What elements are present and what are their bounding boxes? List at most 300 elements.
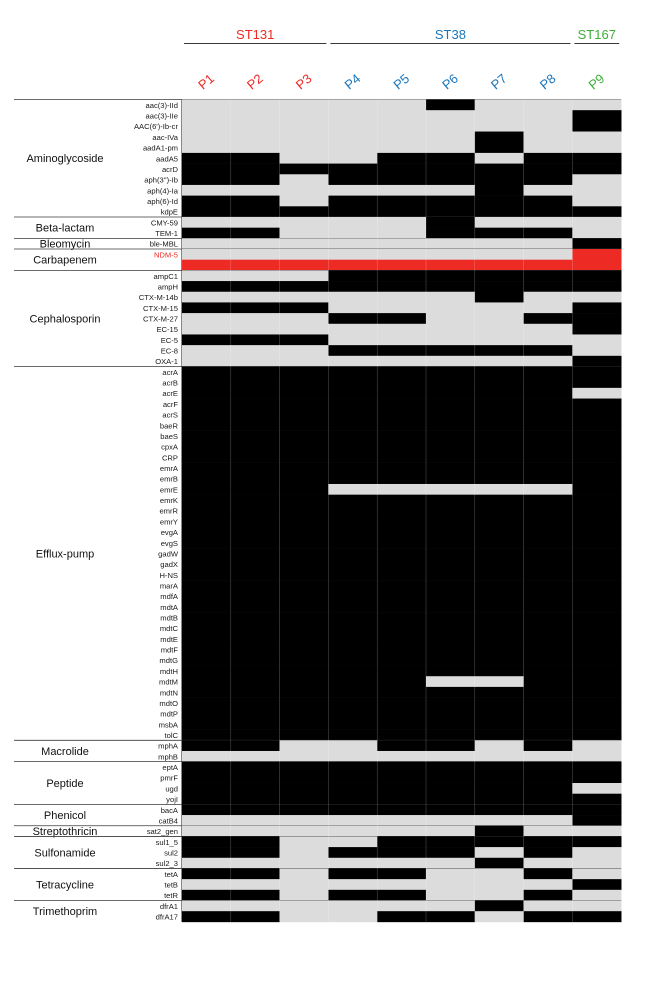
heatmap-cell: [426, 292, 475, 303]
heatmap-cell: [231, 313, 280, 324]
heatmap-cell: [426, 666, 475, 677]
heatmap-cell: [328, 655, 377, 666]
heatmap-cell: [280, 612, 329, 623]
heatmap-cell: [475, 452, 524, 463]
heatmap-cell: [182, 666, 231, 677]
heatmap-cell: [328, 516, 377, 527]
heatmap-cell: [231, 334, 280, 345]
heatmap-cell: [182, 260, 231, 271]
heatmap-cell: [231, 612, 280, 623]
heatmap-cell: [231, 559, 280, 570]
heatmap-cell: [426, 868, 475, 879]
heatmap-cell: [524, 420, 573, 431]
heatmap-cell: [377, 324, 426, 335]
heatmap-cell: [524, 612, 573, 623]
heatmap-cell: [475, 431, 524, 442]
heatmap-cell: [280, 452, 329, 463]
heatmap-cell: [475, 484, 524, 495]
heatmap-cell: [426, 409, 475, 420]
heatmap-cell: [231, 687, 280, 698]
heatmap-cell: [426, 772, 475, 783]
heatmap-cell: [231, 121, 280, 132]
heatmap-cell: [231, 505, 280, 516]
heatmap-cell: [280, 431, 329, 442]
heatmap-cell: [231, 249, 280, 260]
heatmap-cell: [280, 698, 329, 709]
heatmap-cell: [231, 420, 280, 431]
heatmap-cell: [572, 356, 621, 367]
category-label: Tetracycline: [35, 879, 95, 892]
heatmap-cell: [328, 196, 377, 207]
heatmap-cell: [426, 644, 475, 655]
gene-label: acrF: [162, 399, 178, 409]
gene-label: ampH: [157, 282, 178, 292]
heatmap-cell: [182, 708, 231, 719]
heatmap-cell: [524, 751, 573, 762]
heatmap-cell: [377, 847, 426, 858]
heatmap-cell: [377, 153, 426, 164]
heatmap-cell: [377, 142, 426, 153]
heatmap-cell: [377, 762, 426, 773]
heatmap-cell: [280, 142, 329, 153]
heatmap-cell: [377, 783, 426, 794]
heatmap-cell: [572, 836, 621, 847]
heatmap-cell: [426, 196, 475, 207]
heatmap-cell: [524, 559, 573, 570]
heatmap-cell: [475, 836, 524, 847]
heatmap-cell: [328, 548, 377, 559]
heatmap-cell: [572, 612, 621, 623]
heatmap-cell: [182, 153, 231, 164]
heatmap-cell: [280, 804, 329, 815]
heatmap-cell: [280, 666, 329, 677]
heatmap-cell: [524, 719, 573, 730]
heatmap-cell: [280, 601, 329, 612]
heatmap-cell: [182, 121, 231, 132]
heatmap-cell: [328, 505, 377, 516]
heatmap-cell: [475, 302, 524, 313]
heatmap-cell: [426, 719, 475, 730]
heatmap-cell: [280, 356, 329, 367]
heatmap-cell: [572, 505, 621, 516]
heatmap-cell: [182, 292, 231, 303]
gene-label: evgA: [160, 528, 178, 538]
heatmap-cell: [426, 185, 475, 196]
heatmap-cell: [328, 858, 377, 869]
heatmap-cell: [328, 762, 377, 773]
heatmap-cell: [475, 132, 524, 143]
heatmap-cell: [572, 260, 621, 271]
heatmap-cell: [524, 666, 573, 677]
heatmap-cell: [280, 591, 329, 602]
heatmap-cell: [426, 591, 475, 602]
heatmap-cell: [572, 730, 621, 741]
heatmap-cell: [426, 708, 475, 719]
heatmap-cell: [572, 591, 621, 602]
heatmap-cell: [328, 537, 377, 548]
category-label: Carbapenem: [33, 254, 97, 267]
heatmap-cell: [280, 772, 329, 783]
column-label: P7: [487, 70, 510, 93]
heatmap-cell: [524, 388, 573, 399]
heatmap-cell: [377, 836, 426, 847]
heatmap-cell: [524, 324, 573, 335]
heatmap-cell: [426, 890, 475, 901]
gene-label: ble-MBL: [149, 239, 178, 249]
heatmap-cell: [182, 196, 231, 207]
heatmap-cell: [280, 260, 329, 271]
heatmap-cell: [182, 634, 231, 645]
heatmap-cell: [524, 911, 573, 922]
heatmap-cell: [328, 281, 377, 292]
heatmap-cell: [182, 324, 231, 335]
heatmap-cell: [377, 334, 426, 345]
gene-label: acrD: [161, 164, 178, 174]
heatmap-cell: [182, 516, 231, 527]
heatmap-cell: [328, 612, 377, 623]
heatmap-cell: [475, 751, 524, 762]
heatmap-cell: [328, 804, 377, 815]
heatmap-cell: [524, 367, 573, 378]
heatmap-cell: [426, 601, 475, 612]
heatmap-cell: [524, 879, 573, 890]
heatmap-cell: [426, 121, 475, 132]
heatmap-cell: [280, 292, 329, 303]
heatmap-cell: [280, 217, 329, 228]
heatmap-cell: [377, 719, 426, 730]
heatmap-cell: [182, 644, 231, 655]
heatmap-cell: [377, 740, 426, 751]
heatmap-cell: [328, 687, 377, 698]
heatmap-cell: [328, 121, 377, 132]
heatmap-cell: [426, 100, 475, 111]
heatmap-cell: [572, 537, 621, 548]
heatmap-cell: [280, 174, 329, 185]
heatmap-cell: [328, 324, 377, 335]
gene-label: emrA: [159, 464, 178, 473]
heatmap-cell: [475, 420, 524, 431]
heatmap-cell: [182, 388, 231, 399]
gene-label: emrK: [159, 496, 178, 506]
heatmap-cell: [328, 431, 377, 442]
gene-label: CMY-59: [150, 218, 178, 228]
gene-label: H-NS: [159, 570, 178, 580]
heatmap-cell: [182, 409, 231, 420]
heatmap-cell: [524, 762, 573, 773]
heatmap-cell: [426, 655, 475, 666]
heatmap-cell: [328, 132, 377, 143]
heatmap-cell: [231, 142, 280, 153]
heatmap-cell: [280, 836, 329, 847]
gene-label: catB4: [158, 816, 178, 826]
category-label: Beta-lactam: [35, 222, 95, 235]
heatmap-cell: [377, 505, 426, 516]
heatmap-cell: [182, 142, 231, 153]
heatmap-cell: [377, 260, 426, 271]
heatmap-cell: [426, 495, 475, 506]
heatmap-cell: [524, 623, 573, 634]
heatmap-cell: [475, 388, 524, 399]
heatmap-cell: [182, 334, 231, 345]
heatmap-cell: [377, 698, 426, 709]
heatmap-cell: [231, 698, 280, 709]
heatmap-cell: [572, 804, 621, 815]
heatmap-cell: [475, 356, 524, 367]
heatmap-cell: [377, 174, 426, 185]
heatmap-cell: [524, 292, 573, 303]
gene-label: aph(4)-Ia: [147, 186, 178, 196]
heatmap-cell: [572, 313, 621, 324]
heatmap-cell: [377, 580, 426, 591]
heatmap-cell: [231, 890, 280, 901]
heatmap-cell: [280, 527, 329, 538]
heatmap-cell: [524, 334, 573, 345]
heatmap-cell: [328, 634, 377, 645]
heatmap-cell: [475, 228, 524, 239]
heatmap-cell: [426, 345, 475, 356]
heatmap-cell: [280, 815, 329, 826]
heatmap-cell: [426, 548, 475, 559]
heatmap-cell: [377, 217, 426, 228]
heatmap-cell: [524, 537, 573, 548]
heatmap-cell: [572, 655, 621, 666]
gene-label: acrS: [162, 410, 178, 420]
gene-label: cpxA: [161, 442, 178, 452]
heatmap-cell: [426, 356, 475, 367]
gene-label: mphB: [158, 752, 178, 762]
heatmap-cell: [280, 537, 329, 548]
heatmap-cell: [280, 334, 329, 345]
heatmap-cell: [426, 634, 475, 645]
heatmap-cell: [377, 591, 426, 602]
heatmap-cell: [231, 100, 280, 111]
gene-label: EC-15: [156, 325, 178, 335]
heatmap-cell: [328, 100, 377, 111]
heatmap-cell: [475, 740, 524, 751]
heatmap-cell: [328, 185, 377, 196]
sequence-type-label: ST167: [577, 27, 616, 42]
heatmap-cell: [524, 708, 573, 719]
heatmap-cell: [182, 505, 231, 516]
heatmap-cell: [524, 634, 573, 645]
heatmap-cell: [280, 901, 329, 912]
heatmap-cell: [328, 644, 377, 655]
heatmap-cell: [572, 676, 621, 687]
heatmap-cell: [572, 548, 621, 559]
heatmap-cell: [475, 901, 524, 912]
category-label: Aminoglycoside: [26, 153, 104, 166]
heatmap-cell: [280, 868, 329, 879]
heatmap-cell: [377, 911, 426, 922]
heatmap-cell: [231, 634, 280, 645]
heatmap-cell: [328, 772, 377, 783]
heatmap-cell: [182, 580, 231, 591]
heatmap-cell: [475, 890, 524, 901]
heatmap-cell: [572, 377, 621, 388]
heatmap-cell: [475, 377, 524, 388]
heatmap-cell: [524, 206, 573, 217]
heatmap-cell: [572, 601, 621, 612]
heatmap-cell: [328, 142, 377, 153]
category-label: Cephalosporin: [29, 313, 101, 326]
heatmap-cell: [231, 740, 280, 751]
heatmap-cell: [572, 495, 621, 506]
heatmap-cell: [426, 164, 475, 175]
gene-label: sul2: [164, 848, 178, 858]
heatmap-cell: [182, 836, 231, 847]
heatmap-cell: [231, 666, 280, 677]
heatmap-cell: [280, 730, 329, 741]
heatmap-cell: [572, 559, 621, 570]
heatmap-cell: [328, 890, 377, 901]
column-label: P8: [536, 70, 559, 93]
heatmap-cell: [231, 484, 280, 495]
heatmap-cell: [524, 463, 573, 474]
heatmap-cell: [475, 666, 524, 677]
heatmap-cell: [280, 238, 329, 249]
heatmap-cell: [572, 879, 621, 890]
heatmap-cell: [328, 847, 377, 858]
heatmap-cell: [426, 142, 475, 153]
heatmap-cell: [524, 142, 573, 153]
heatmap-cell: [524, 783, 573, 794]
heatmap-cell: [231, 762, 280, 773]
heatmap-cell: [475, 879, 524, 890]
heatmap-cell: [524, 495, 573, 506]
heatmap-cell: [572, 666, 621, 677]
heatmap-cell: [426, 324, 475, 335]
heatmap-cell: [280, 399, 329, 410]
heatmap-cell: [426, 110, 475, 121]
heatmap-cell: [182, 537, 231, 548]
heatmap-cell: [524, 473, 573, 484]
heatmap-cell: [572, 196, 621, 207]
heatmap-cell: [524, 730, 573, 741]
heatmap-cell: [426, 847, 475, 858]
heatmap-cell: [426, 762, 475, 773]
heatmap-cell: [182, 527, 231, 538]
heatmap-cell: [524, 164, 573, 175]
heatmap-cell: [377, 302, 426, 313]
heatmap-cell: [328, 153, 377, 164]
heatmap-cell: [426, 441, 475, 452]
heatmap-cell: [231, 206, 280, 217]
heatmap-cell: [182, 420, 231, 431]
heatmap-cell: [328, 441, 377, 452]
gene-label: pmrF: [160, 773, 178, 783]
heatmap-cell: [328, 206, 377, 217]
gene-label: AAC(6')-Ib-cr: [133, 122, 178, 132]
heatmap-cell: [328, 601, 377, 612]
heatmap-cell: [426, 281, 475, 292]
heatmap-cell: [475, 238, 524, 249]
heatmap-cell: [572, 580, 621, 591]
heatmap-cell: [377, 292, 426, 303]
gene-label: acrB: [162, 378, 178, 388]
heatmap-cell: [475, 794, 524, 805]
heatmap-cell: [475, 548, 524, 559]
column-label: P9: [585, 70, 608, 93]
heatmap-cell: [572, 868, 621, 879]
heatmap-cell: [475, 441, 524, 452]
heatmap-cell: [280, 495, 329, 506]
heatmap-cell: [328, 399, 377, 410]
gene-label: kdpE: [160, 207, 178, 217]
heatmap-cell: [377, 890, 426, 901]
heatmap-cell: [377, 634, 426, 645]
heatmap-cell: [182, 217, 231, 228]
heatmap-cell: [328, 794, 377, 805]
heatmap-cell: [328, 666, 377, 677]
heatmap-cell: [280, 367, 329, 378]
heatmap-cell: [231, 719, 280, 730]
heatmap-cell: [280, 858, 329, 869]
heatmap-cell: [426, 687, 475, 698]
gene-label: CRP: [161, 453, 178, 463]
heatmap-cell: [475, 409, 524, 420]
heatmap-cell: [475, 537, 524, 548]
heatmap-cell: [231, 452, 280, 463]
heatmap-cell: [475, 826, 524, 837]
heatmap-cell: [280, 473, 329, 484]
heatmap-cell: [377, 249, 426, 260]
heatmap-cell: [524, 399, 573, 410]
heatmap-cell: [524, 676, 573, 687]
heatmap-cell: [572, 431, 621, 442]
gene-label: ampC1: [153, 271, 178, 281]
heatmap-cell: [182, 591, 231, 602]
heatmap-cell: [475, 217, 524, 228]
heatmap-cell: [280, 783, 329, 794]
sequence-type-label: ST131: [236, 27, 275, 42]
heatmap-cell: [377, 121, 426, 132]
heatmap-cell: [572, 100, 621, 111]
heatmap-cell: [280, 911, 329, 922]
heatmap-cell: [328, 388, 377, 399]
heatmap-cell: [328, 463, 377, 474]
heatmap-cell: [426, 783, 475, 794]
heatmap-cell: [280, 569, 329, 580]
heatmap-cell: [524, 110, 573, 121]
category-label: Phenicol: [43, 810, 87, 823]
heatmap-cell: [231, 836, 280, 847]
column-label: P2: [243, 70, 266, 93]
heatmap-cell: [182, 132, 231, 143]
gene-label: marA: [159, 581, 178, 591]
heatmap-cell: [280, 324, 329, 335]
heatmap-cell: [475, 121, 524, 132]
heatmap-cell: [231, 409, 280, 420]
heatmap-cell: [377, 537, 426, 548]
heatmap-cell: [572, 367, 621, 378]
heatmap-cell: [182, 238, 231, 249]
heatmap-cell: [377, 463, 426, 474]
heatmap-cell: [231, 302, 280, 313]
heatmap-cell: [572, 345, 621, 356]
heatmap-cell: [426, 623, 475, 634]
gene-label: ugd: [165, 784, 178, 794]
heatmap-cell: [524, 281, 573, 292]
heatmap-cell: [475, 516, 524, 527]
heatmap-cell: [328, 313, 377, 324]
heatmap-cell: [426, 612, 475, 623]
heatmap-cell: [231, 676, 280, 687]
heatmap-cell: [280, 441, 329, 452]
heatmap-cell: [182, 772, 231, 783]
gene-label: aac(3)-IId: [145, 100, 178, 110]
heatmap-cell: [231, 495, 280, 506]
heatmap-cell: [475, 644, 524, 655]
